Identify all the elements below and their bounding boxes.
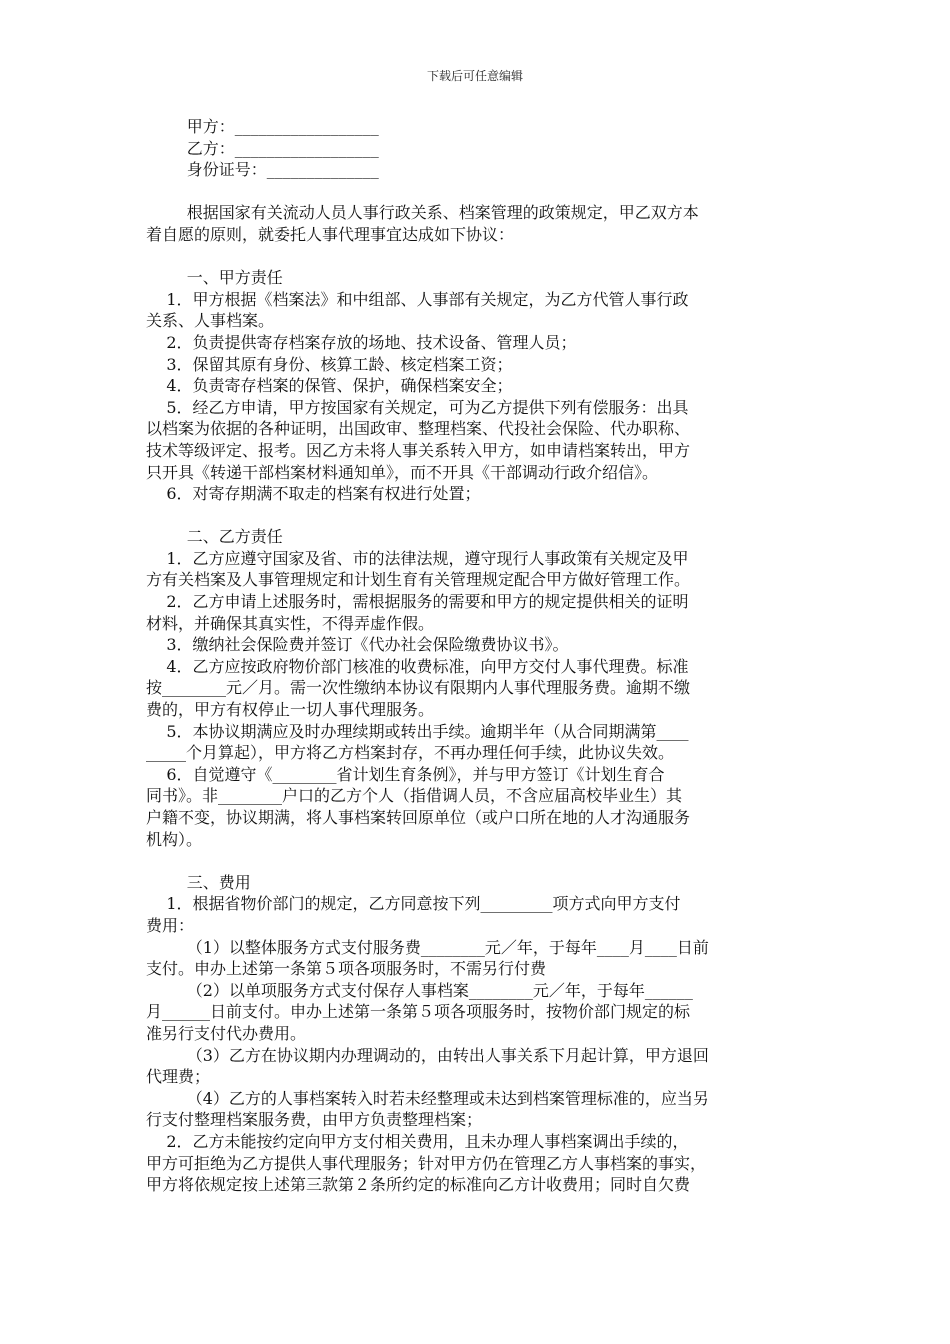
text-line: 身份证号：______________ bbox=[146, 160, 379, 180]
text-line: 3．缴纳社会保险费并签订《代办社会保险缴费协议书》。 bbox=[146, 635, 569, 655]
text-line: （2）以单项服务方式支付保存人事档案________元／年，于每年______ bbox=[146, 980, 693, 1000]
text-line: 机构）。 bbox=[146, 829, 203, 849]
text-line: 费用： bbox=[146, 915, 195, 935]
text-line: 甲方：__________________ bbox=[146, 117, 379, 136]
text-line: 5．本协议期满应及时办理续期或转出手续。逾期半年（从合同期满第____ bbox=[146, 721, 689, 741]
text-line: 1．乙方应遵守国家及省、市的法律法规，遵守现行人事政策有关规定及甲 bbox=[146, 548, 689, 568]
text-line: 乙方：__________________ bbox=[146, 138, 379, 158]
text-line: 以档案为依据的各种证明，出国政审、整理档案、代投社会保险、代办职称、 bbox=[146, 419, 691, 439]
text-line: 甲方可拒绝为乙方提供人事代理服务；针对甲方仍在管理乙方人事档案的事实， bbox=[146, 1153, 707, 1173]
text-line: 三、费用 bbox=[146, 872, 251, 892]
text-line: 2．乙方未能按约定向甲方支付相关费用，且未办理人事档案调出手续的， bbox=[146, 1131, 689, 1151]
text-line: 2．负责提供寄存档案存放的场地、技术设备、管理人员； bbox=[146, 332, 577, 352]
text-line: 行支付整理档案服务费，由甲方负责整理档案； bbox=[146, 1110, 483, 1130]
text-line: 1．甲方根据《档案法》和中组部、人事部有关规定，为乙方代管人事行政 bbox=[146, 289, 689, 309]
text-line: 5．经乙方申请，甲方按国家有关规定，可为乙方提供下列有偿服务：出具 bbox=[146, 397, 689, 417]
text-line: （4）乙方的人事档案转入时若未经整理或未达到档案管理标准的，应当另 bbox=[146, 1088, 709, 1108]
text-line: 技术等级评定、报考。因乙方未将人事关系转入甲方，如申请档案转出，甲方 bbox=[146, 440, 691, 460]
text-line: 方有关档案及人事管理规定和计划生育有关管理规定配合甲方做好管理工作。 bbox=[146, 570, 691, 590]
text-line: 根据国家有关流动人员人事行政关系、档案管理的政策规定，甲乙双方本 bbox=[146, 203, 699, 223]
blank-line bbox=[146, 246, 806, 268]
text-line: 按________元／月。需一次性缴纳本协议有限期内人事代理服务费。逾期不缴 bbox=[146, 678, 691, 698]
page-header: 下载后可任意编辑 bbox=[426, 69, 523, 83]
blank-line bbox=[146, 505, 806, 527]
text-line: 6．自觉遵守《________省计划生育条例》，并与甲方签订《计划生育合 bbox=[146, 764, 665, 784]
text-line: （3）乙方在协议期内办理调动的，由转出人事关系下月起计算，甲方退回 bbox=[146, 1045, 709, 1065]
text-line: 材料，并确保其真实性，不得弄虚作假。 bbox=[146, 613, 435, 633]
text-line: 4．负责寄存档案的保管、保护，确保档案安全； bbox=[146, 376, 513, 396]
text-line: 支付。申办上述第一条第５项各项服务时，不需另行付费 bbox=[146, 959, 547, 979]
text-line: 3．保留其原有身份、核算工龄、核定档案工资； bbox=[146, 354, 513, 374]
text-line: 着自愿的原则，就委托人事代理事宜达成如下协议： bbox=[146, 224, 515, 244]
text-line: 二、乙方责任 bbox=[146, 527, 283, 547]
text-line: 甲方将依规定按上述第三款第２条所约定的标准向乙方计收费用；同时自欠费 bbox=[146, 1175, 691, 1195]
text-line: 一、甲方责任 bbox=[146, 268, 283, 288]
blank-line bbox=[146, 181, 806, 203]
text-line: 关系、人事档案。 bbox=[146, 311, 275, 331]
text-line: 月______日前支付。申办上述第一条第５项各项服务时，按物价部门规定的标 bbox=[146, 1002, 691, 1022]
text-line: 2．乙方申请上述服务时，需根据服务的需要和甲方的规定提供相关的证明 bbox=[146, 592, 689, 612]
text-line: （1）以整体服务方式支付服务费________元／年，于每年____月____日前 bbox=[146, 937, 709, 957]
text-line: 同书》。非________户口的乙方个人（指借调人员，不含应届高校毕业生）其 bbox=[146, 786, 683, 806]
text-line: 只开具《转递干部档案材料通知单》，而不开具《干部调动行政介绍信》。 bbox=[146, 462, 659, 482]
text-line: _____个月算起），甲方将乙方档案封存，不再办理任何手续，此协议失效。 bbox=[146, 743, 675, 763]
text-line: 4．乙方应按政府物价部门核准的收费标准，向甲方交付人事代理费。标准 bbox=[146, 656, 689, 676]
text-line: 费的，甲方有权停止一切人事代理服务。 bbox=[146, 700, 435, 720]
text-line: 代理费； bbox=[146, 1067, 211, 1087]
text-line: 户籍不变，协议期满，将人事档案转回原单位（或户口所在地的人才沟通服务 bbox=[146, 808, 691, 827]
text-line: 准另行支付代办费用。 bbox=[146, 1023, 307, 1043]
text-line: 1．根据省物价部门的规定，乙方同意按下列_________项方式向甲方支付 bbox=[146, 894, 681, 914]
text-line: 6．对寄存期满不取走的档案有权进行处置； bbox=[146, 484, 481, 504]
document-body bbox=[146, 116, 806, 1196]
blank-line bbox=[146, 850, 806, 872]
